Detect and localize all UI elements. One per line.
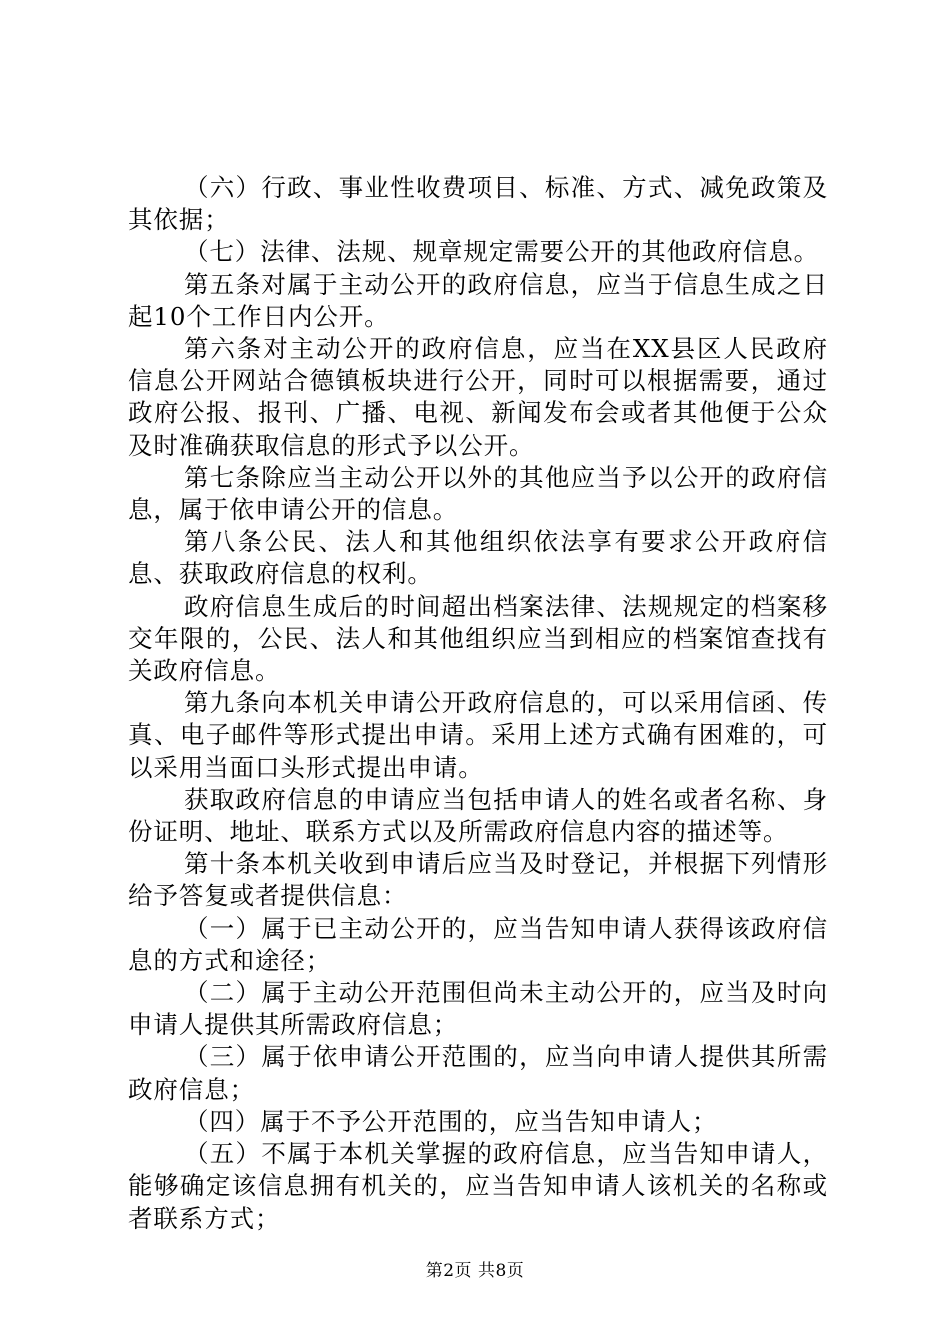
paragraph: 第七条除应当主动公开以外的其他应当予以公开的政府信息，属于依申请公开的信息。: [128, 462, 828, 525]
paragraph: （六）行政、事业性收费项目、标准、方式、减免政策及其依据；: [128, 173, 828, 235]
paragraph: （四）属于不予公开范围的，应当告知申请人；: [184, 1106, 718, 1136]
paragraph: 第六条对主动公开的政府信息，应当在XX县区人民政府信息公开网站合德镇板块进行公开，同时可以根据需要，通过政府公报、报刊、广播、电视、新闻发布会或者其他便于公众及时准确获取信息的形式予以公开。: [128, 334, 828, 460]
paragraph: 政府信息生成后的时间超出档案法律、法规规定的档案移交年限的，公民、法人和其他组织应当到相应的档案馆查找有关政府信息。: [128, 591, 828, 686]
paragraph: 第九条向本机关申请公开政府信息的，可以采用信函、传真、电子邮件等形式提出申请。采用上述方式确有困难的，可以采用当面口头形式提出申请。: [128, 688, 828, 782]
paragraph: （二）属于主动公开范围但尚未主动公开的，应当及时向申请人提供其所需政府信息；: [128, 978, 828, 1040]
paragraph: （三）属于依申请公开范围的，应当向申请人提供其所需政府信息；: [128, 1042, 828, 1104]
document-body: [128, 172, 828, 1235]
paragraph: （七）法律、法规、规章规定需要公开的其他政府信息。: [184, 237, 819, 267]
paragraph: 第十条本机关收到申请后应当及时登记，并根据下列情形给予答复或者提供信息：: [128, 849, 828, 911]
paragraph: 获取政府信息的申请应当包括申请人的姓名或者名称、身份证明、地址、联系方式以及所需政府信息内容的描述等。: [128, 784, 828, 847]
paragraph: 第五条对属于主动公开的政府信息，应当于信息生成之日起10个工作日内公开。: [128, 269, 828, 331]
paragraph: （一）属于已主动公开的，应当告知申请人获得该政府信息的方式和途径；: [128, 913, 828, 975]
page-number: 第2页 共8页: [425, 1261, 525, 1281]
paragraph: 第八条公民、法人和其他组织依法享有要求公开政府信息、获取政府信息的权利。: [128, 527, 828, 589]
page-footer: [0, 1260, 950, 1282]
paragraph: （五）不属于本机关掌握的政府信息，应当告知申请人，能够确定该信息拥有机关的，应当告知申请人该机关的名称或者联系方式；: [128, 1139, 828, 1233]
